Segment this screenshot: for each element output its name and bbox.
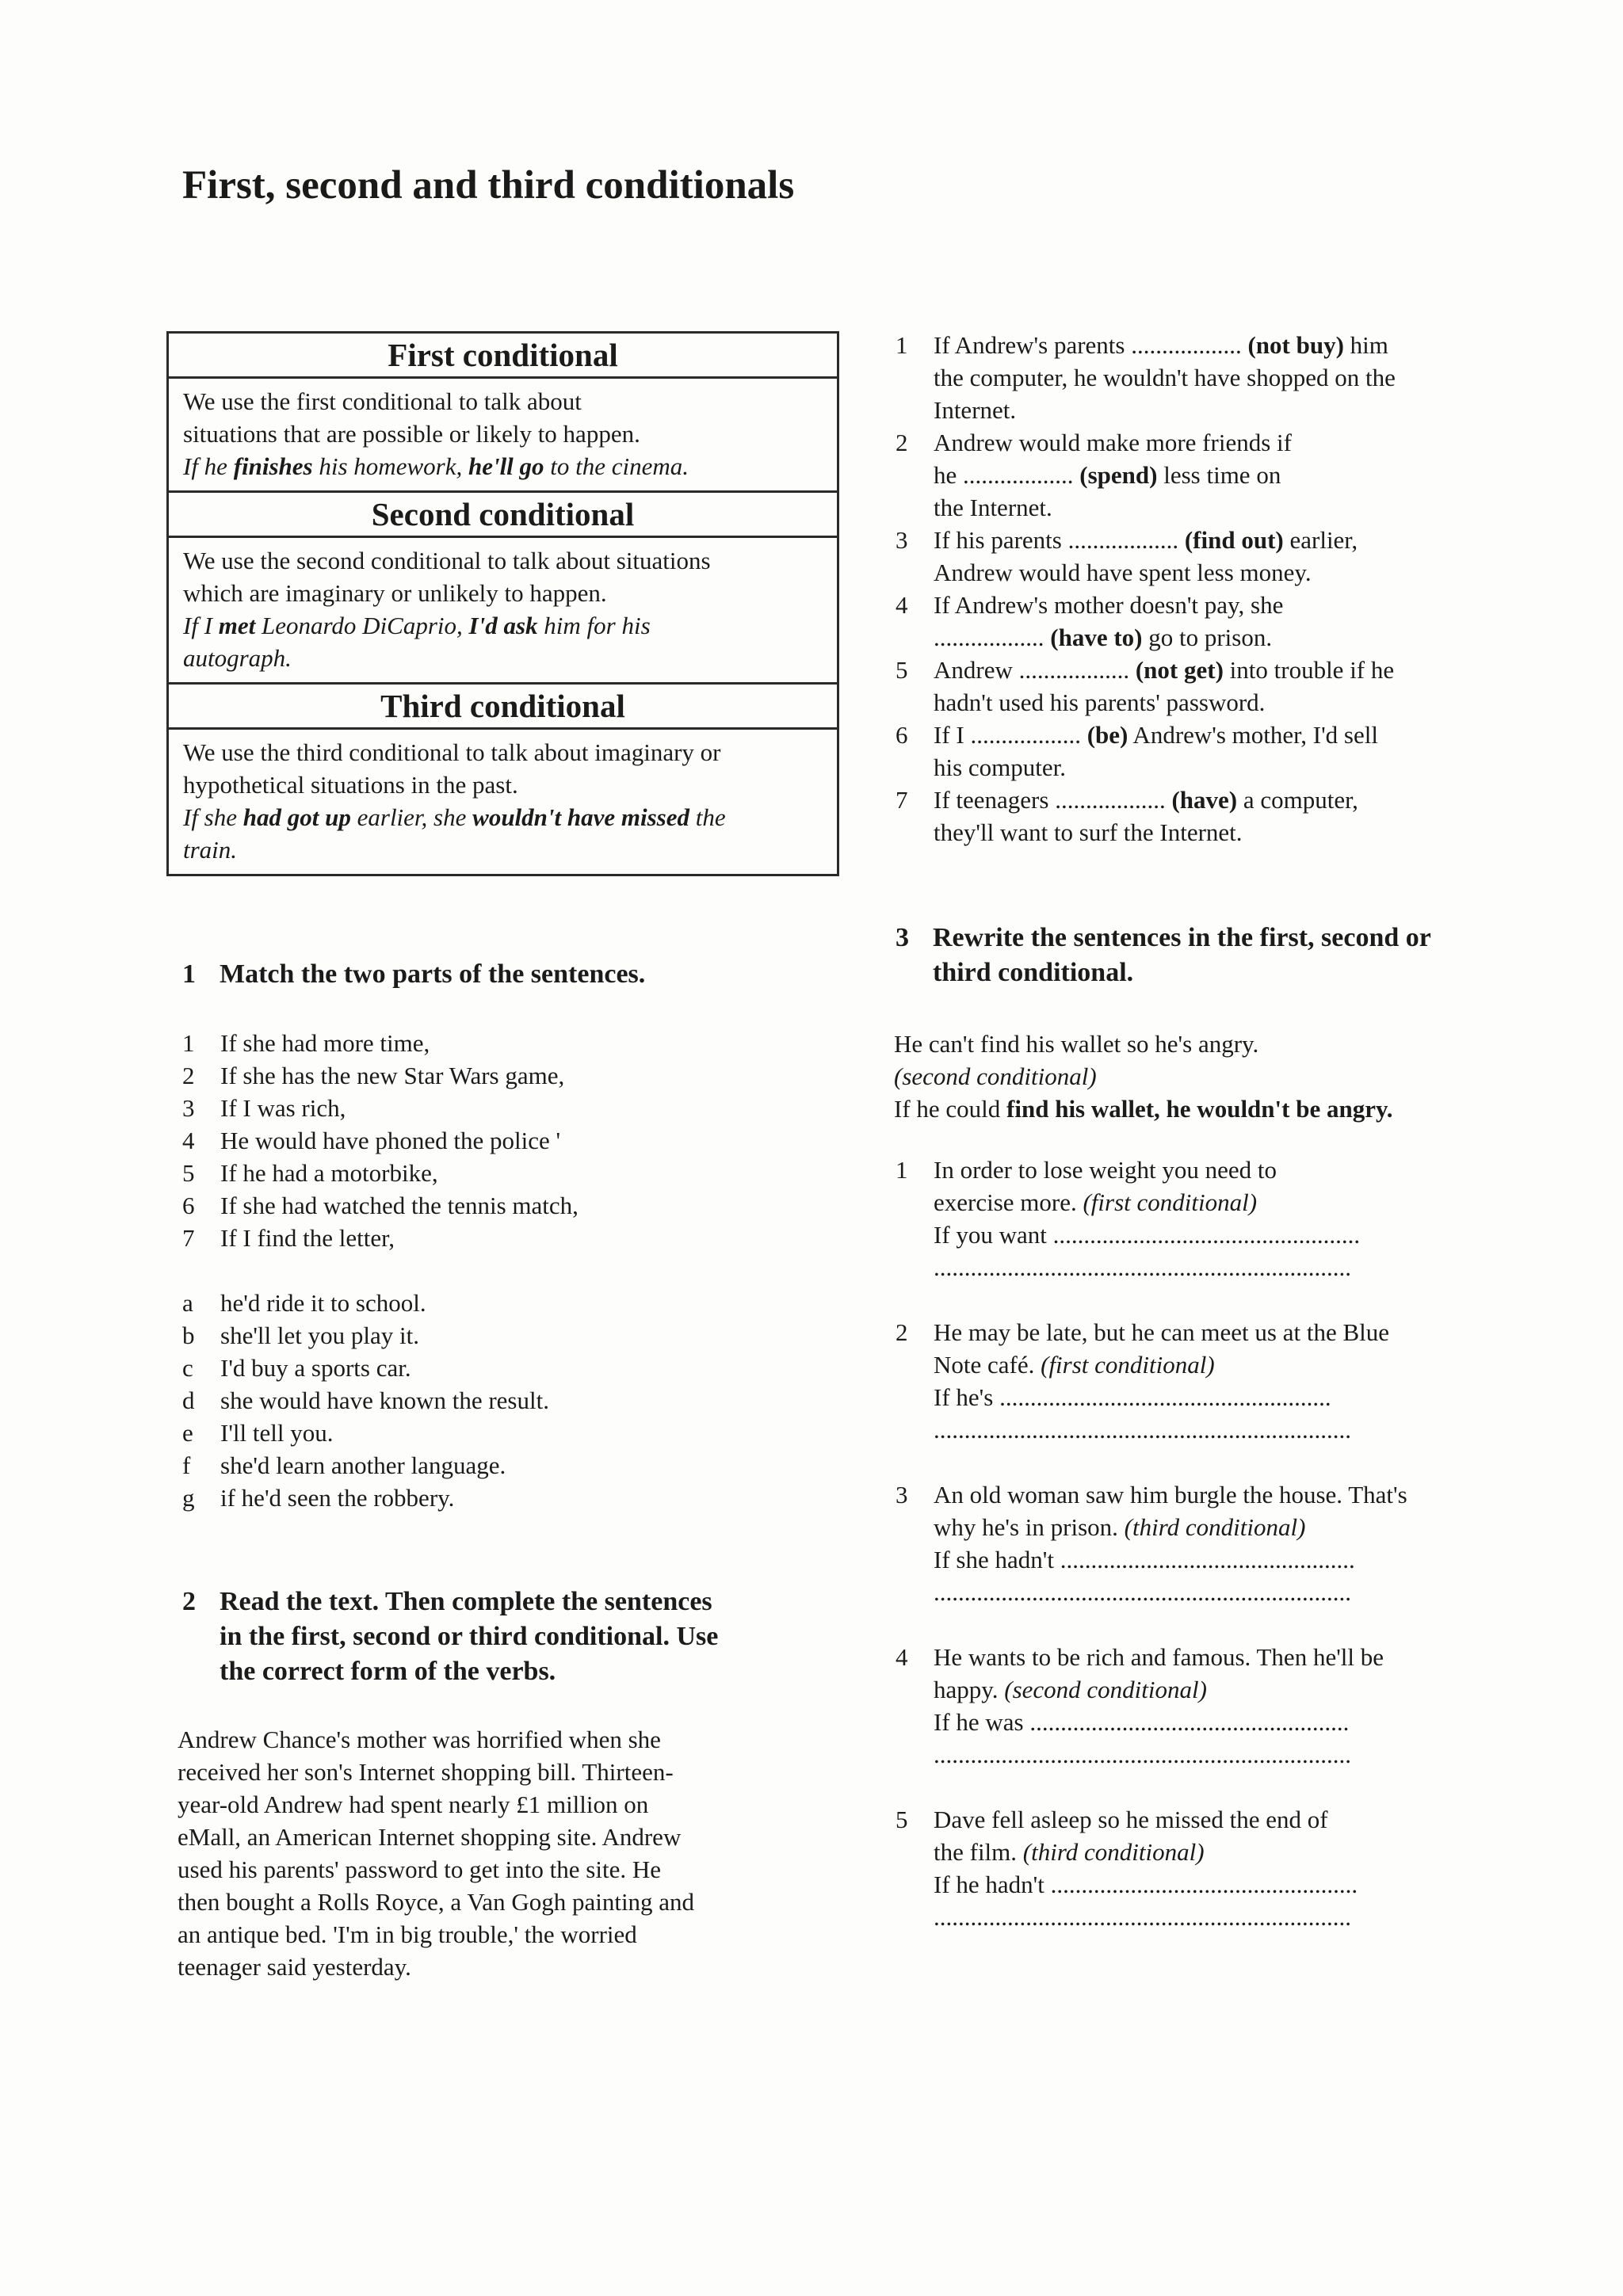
item-number: c xyxy=(182,1354,193,1382)
match-item xyxy=(182,1124,816,1157)
match-item xyxy=(182,1059,816,1092)
exercise-2-item: 5 Andrew .................. (not get) into trouble if he hadn't used his parents' password. xyxy=(896,656,1395,716)
item-text: I'd buy a sports car. xyxy=(220,1354,411,1382)
item-text: If he had a motorbike, xyxy=(220,1159,438,1187)
item-number: g xyxy=(182,1484,195,1512)
third-conditional-line: hypothetical situations in the past. xyxy=(183,771,518,799)
blank-dots: .................. xyxy=(1131,331,1242,359)
match-item xyxy=(182,1189,816,1222)
blank-dots: .................. xyxy=(1018,656,1130,684)
item-number: a xyxy=(182,1289,193,1317)
answer-line[interactable]: .................................................................... xyxy=(934,1416,1351,1444)
third-conditional-body xyxy=(169,730,837,874)
answer-line[interactable]: ................................................ xyxy=(1060,1546,1355,1573)
answer-line[interactable]: .................................................. xyxy=(1050,1871,1358,1898)
item-text: she'll let you play it. xyxy=(220,1322,419,1349)
item-text: If I was rich, xyxy=(220,1094,346,1122)
exercise-2-item: 6 If I .................. (be) Andrew's mother, I'd sell his computer. xyxy=(896,721,1378,781)
item-number: 2 xyxy=(182,1062,195,1089)
item-text: I'll tell you. xyxy=(220,1419,334,1447)
rewrite-item: 1 In order to lose weight you need to exercise more. (first conditional) If you want .................................................. .................................................................... xyxy=(896,1154,1593,1283)
exercise-2-item: 7 If teenagers .................. (have) a computer, they'll want to surf the Internet. xyxy=(896,786,1358,846)
answer-line[interactable]: .................................................................... xyxy=(934,1903,1351,1931)
blank-dots: .................. xyxy=(1055,786,1166,814)
second-conditional-body xyxy=(169,538,837,685)
exercise-2-item: 2 Andrew would make more friends if he .................. (spend) less time on the Internet. xyxy=(896,429,1292,521)
item-text: If she had watched the tennis match, xyxy=(220,1192,579,1219)
answer-line[interactable]: ...................................................... xyxy=(999,1383,1331,1411)
reading-line: then bought a Rolls Royce, a Van Gogh painting and xyxy=(178,1888,695,1916)
third-conditional-heading: Third conditional xyxy=(169,685,837,730)
item-number: 1 xyxy=(182,1029,195,1057)
second-conditional-example: autograph. xyxy=(183,644,292,672)
first-conditional-line: situations that are possible or likely to happen. xyxy=(183,420,640,448)
exercise-2-reading-text xyxy=(178,1723,859,1983)
page-title: First, second and third conditionals xyxy=(182,163,795,208)
reading-line: year-old Andrew had spent nearly £1 million on xyxy=(178,1791,649,1818)
match-item xyxy=(182,1157,816,1189)
match-item xyxy=(182,1092,816,1124)
answer-line[interactable]: .................................................................... xyxy=(934,1253,1351,1281)
item-text: if he'd seen the robbery. xyxy=(220,1484,455,1512)
match-item xyxy=(182,1449,816,1482)
rewrite-item: 5 Dave fell asleep so he missed the end of the film. (third conditional) If he hadn't .................................................. .................................................................... xyxy=(896,1803,1593,1933)
third-conditional-example: train. xyxy=(183,836,238,864)
match-item xyxy=(182,1319,816,1352)
first-conditional-heading: First conditional xyxy=(169,334,837,379)
item-number: f xyxy=(182,1451,191,1479)
first-conditional-body xyxy=(169,379,837,493)
exercise-2-item: 1 If Andrew's parents .................. (not buy) him the computer, he wouldn't have shopped on the Internet. xyxy=(896,331,1396,424)
grammar-box xyxy=(166,331,839,876)
exercise-3-item-4 xyxy=(896,1641,1593,1771)
first-conditional-line: We use the first conditional to talk about xyxy=(183,387,582,415)
exercise-1-right-list xyxy=(182,1287,816,1514)
reading-line: an antique bed. 'I'm in big trouble,' the worried xyxy=(178,1920,637,1948)
match-item xyxy=(182,1384,816,1417)
match-item xyxy=(182,1417,816,1449)
item-number: 6 xyxy=(182,1192,195,1219)
rewrite-item: 4 He wants to be rich and famous. Then he'll be happy. (second conditional) If he was .................................................... .................................................................... xyxy=(896,1641,1593,1771)
answer-line[interactable]: .................................................... xyxy=(1029,1708,1350,1736)
item-text: he'd ride it to school. xyxy=(220,1289,426,1317)
blank-dots: .................. xyxy=(1067,526,1179,554)
item-number: 5 xyxy=(182,1159,195,1187)
match-item xyxy=(182,1222,816,1254)
item-text: If she has the new Star Wars game, xyxy=(220,1062,565,1089)
answer-line[interactable]: .................................................................... xyxy=(934,1578,1351,1606)
exercise-1-heading: 1 Match the two parts of the sentences. xyxy=(182,959,646,989)
third-conditional-line: We use the third conditional to talk about imaginary or xyxy=(183,738,721,766)
blank-dots: .................. xyxy=(963,461,1074,489)
item-text: If I find the letter, xyxy=(220,1224,395,1252)
second-conditional-example: If I met Leonardo DiCaprio, I'd ask him for his xyxy=(183,612,651,639)
match-item xyxy=(182,1287,816,1319)
exercise-2-heading: 2 Read the text. Then complete the sentences in the first, second or third conditional. Use the correct form of the verbs. xyxy=(182,1587,719,1686)
match-item xyxy=(182,1482,816,1514)
reading-line: Andrew Chance's mother was horrified when she xyxy=(178,1726,661,1753)
item-number: 4 xyxy=(182,1127,195,1154)
first-conditional-example: If he finishes his homework, he'll go to the cinema. xyxy=(183,452,689,480)
reading-line: received her son's Internet shopping bill. Thirteen- xyxy=(178,1758,674,1786)
second-conditional-heading: Second conditional xyxy=(169,493,837,538)
exercise-3-item-3 xyxy=(896,1478,1593,1608)
item-text: she would have known the result. xyxy=(220,1386,549,1414)
item-number: e xyxy=(182,1419,193,1447)
answer-line[interactable]: .................................................................... xyxy=(934,1741,1351,1768)
exercise-2-item: 3 If his parents .................. (find out) earlier, Andrew would have spent less money. xyxy=(896,526,1358,586)
exercise-3-item-2 xyxy=(896,1316,1593,1446)
blank-dots: .................. xyxy=(970,721,1081,749)
item-text: If she had more time, xyxy=(220,1029,430,1057)
third-conditional-example: If she had got up earlier, she wouldn't have missed the xyxy=(183,803,726,831)
second-conditional-line: which are imaginary or unlikely to happen. xyxy=(183,579,607,607)
exercise-2-items xyxy=(896,329,1529,849)
item-number: b xyxy=(182,1322,195,1349)
reading-line: eMall, an American Internet shopping site. Andrew xyxy=(178,1823,682,1851)
exercise-3-item-1 xyxy=(896,1154,1593,1283)
exercise-3-example: He can't find his wallet so he's angry. (second conditional) If he could find his wallet, he wouldn't be angry. xyxy=(894,1030,1393,1123)
item-number: 7 xyxy=(182,1224,195,1252)
blank-dots: .................. xyxy=(934,624,1044,651)
match-item xyxy=(182,1027,816,1059)
answer-line[interactable]: .................................................. xyxy=(1052,1221,1361,1249)
item-number: 3 xyxy=(182,1094,195,1122)
item-number: d xyxy=(182,1386,195,1414)
rewrite-item: 2 He may be late, but he can meet us at the Blue Note café. (first conditional) If he's ...................................................... .................................................................... xyxy=(896,1316,1593,1446)
exercise-3-item-5 xyxy=(896,1803,1593,1933)
second-conditional-line: We use the second conditional to talk about situations xyxy=(183,547,711,574)
exercise-1-left-list xyxy=(182,1027,816,1254)
reading-line: teenager said yesterday. xyxy=(178,1953,411,1981)
match-item xyxy=(182,1352,816,1384)
exercise-2-item: 4 If Andrew's mother doesn't pay, she .................. (have to) go to prison. xyxy=(896,591,1284,651)
rewrite-item: 3 An old woman saw him burgle the house. That's why he's in prison. (third conditional) If she hadn't ................................................ .................................................................... xyxy=(896,1478,1593,1608)
reading-line: used his parents' password to get into the site. He xyxy=(178,1855,661,1883)
item-text: she'd learn another language. xyxy=(220,1451,506,1479)
item-text: He would have phoned the police ' xyxy=(220,1127,561,1154)
exercise-3-heading: 3 Rewrite the sentences in the first, second or third conditional. xyxy=(896,923,1431,987)
